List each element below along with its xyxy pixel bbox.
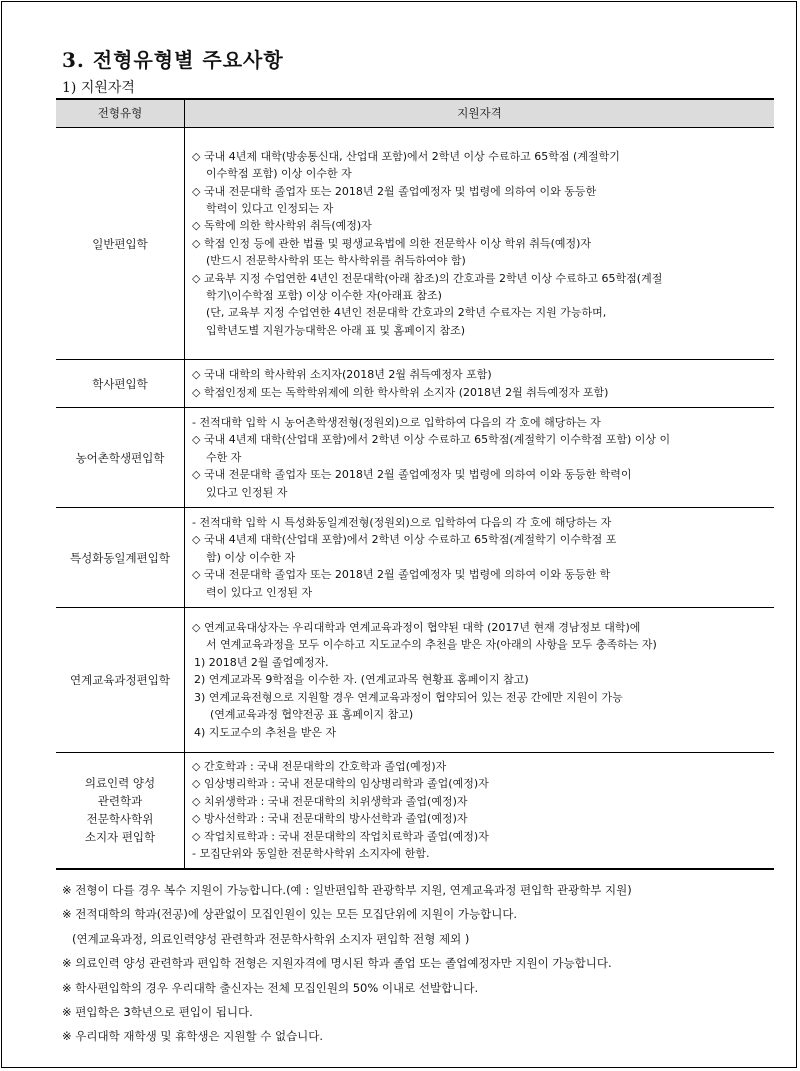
type-label: 농어촌학생편입학 [75, 450, 165, 465]
table-row [56, 608, 774, 753]
item-line: ◇ 작업치료학과 : 국내 전문대학의 작업치료학과 졸업(예정)자 [192, 829, 489, 843]
item-line: 수한 자 [206, 450, 242, 464]
table-row [56, 508, 774, 608]
item-line: - 전적대학 입학 시 농어촌학생전형(정원외)으로 입학하여 다음의 각 호에 해당하는 자 [192, 415, 601, 429]
row-type-medical [56, 753, 185, 869]
section-title: 3. 전형유형별 주요사항 [62, 48, 284, 72]
item-line: ◇ 학점 인정 등에 관한 법률 및 평생교육법에 의한 전문학사 이상 학위 취득(예정)자 [192, 236, 592, 250]
item-line: ◇ 국내 대학의 학사학위 소지자(2018년 2월 취득예정자 포함) [192, 368, 492, 382]
row-type-rural [56, 408, 185, 508]
row-items-medical [185, 753, 775, 869]
item-line: ◇ 간호학과 : 국내 전문대학의 간호학과 졸업(예정)자 [192, 760, 447, 774]
item-line: 학력이 있다고 인정되는 자 [206, 201, 334, 215]
item-line: ◇ 방사선학과 : 국내 전문대학의 방사선학과 졸업(예정)자 [192, 812, 468, 826]
table-row [56, 408, 774, 508]
note-line: (연계교육과정, 의료인력양성 관련학과 전문학사학위 소지자 편입학 전형 제외 ) [72, 931, 470, 946]
header-eligibility: 지원자격 [185, 99, 775, 128]
item-line: ◇ 임상병리학과 : 국내 전문대학의 임상병리학과 졸업(예정)자 [192, 777, 489, 791]
item-line: - 전적대학 입학 시 특성화동일계전형(정원외)으로 입학하여 다음의 각 호에 해당하는 자 [192, 515, 612, 529]
note-line: ※ 의료인력 양성 관련학과 편입학 전형은 지원자격에 명시된 학과 졸업 또는 졸업예정자만 지원이 가능합니다. [62, 956, 612, 971]
note-line: ※ 학사편입학의 경우 우리대학 출신자는 전체 모집인원의 50% 이내로 선발합니다. [62, 980, 479, 995]
item-line: 력이 있다고 인정된 자 [206, 585, 313, 599]
item-line: ◇ 교육부 지정 수업연한 4년인 전문대학(아래 참조)의 간호과를 2학년 이상 수료하고 65학점(계절 [192, 271, 663, 285]
notes [62, 878, 782, 1049]
item-line: ◇ 독학에 의한 학사학위 취득(예정)자 [192, 219, 372, 233]
row-type-specialized [56, 508, 185, 608]
table-row [56, 128, 774, 360]
item-line: ◇ 학점인정제 또는 독학학위제에 의한 학사학위 소지자 (2018년 2월 취득예정자 포함) [192, 385, 609, 399]
table-row [56, 360, 774, 408]
row-items-bachelor [185, 360, 775, 408]
note-line: ※ 전형이 다를 경우 복수 지원이 가능합니다.(예 : 일반편입학 관광학부 지원, 연계교육과정 편입학 관광학부 지원) [62, 883, 632, 897]
item-line: 1) 2018년 2월 졸업예정자. [194, 655, 329, 669]
item-line: 있다고 인정된 자 [206, 485, 288, 499]
row-items-specialized [185, 508, 775, 608]
row-items-general [185, 128, 775, 360]
subsection-title: 1) 지원자격 [62, 80, 135, 96]
type-label: 학사편입학 [92, 376, 148, 391]
header-admission-type: 전형유형 [56, 99, 185, 128]
type-label: 소지자 편입학 [84, 830, 156, 845]
item-line: 학기\이수학점 포함) 이상 이수한 자(아래표 참조) [206, 289, 442, 303]
note-line: ※ 우리대학 재학생 및 휴학생은 지원할 수 없습니다. [62, 1029, 324, 1044]
type-label: 전문학사학위 [86, 812, 154, 827]
note-line: ※ 전적대학의 학과(전공)에 상관없이 모집인원이 있는 모든 모집단위에 지원이 가능합니다. [62, 907, 518, 922]
row-type-general [56, 128, 185, 360]
note-line: ※ 편입학은 3학년으로 편입이 됩니다. [62, 1005, 253, 1020]
item-line: 3) 연계교육전형으로 지원할 경우 연계교육과정이 협약되어 있는 전공 간에만 지원이 가능 [194, 690, 623, 704]
item-line: 함) 이상 이수한 자 [206, 550, 296, 564]
item-line: ◇ 국내 전문대학 졸업자 또는 2018년 2월 졸업예정자 및 법령에 의하여 이와 동등한 학력이 [192, 468, 632, 482]
row-items-rural [185, 408, 775, 508]
type-label: 연계교육과정편입학 [70, 673, 170, 687]
item-line: (반드시 전문학사학위 또는 학사학위를 취득하여야 함) [206, 254, 466, 268]
eligibility-table [56, 98, 774, 870]
item-line: 입학년도별 지원가능대학은 아래 표 및 홈페이지 참조) [206, 323, 466, 337]
item-line: 4) 지도교수의 추천을 받은 자 [194, 725, 337, 739]
row-type-bachelor [56, 360, 185, 408]
item-line: (단, 교육부 지정 수업연한 4년인 전문대학 간호과의 2학년 수료자는 지원 가능하며, [206, 306, 607, 320]
item-line: 2) 연계교과목 9학점을 이수한 자. (연계교과목 현황표 홈페이지 참고) [194, 673, 529, 687]
table-row [56, 753, 774, 869]
type-label: 일반편입학 [92, 236, 148, 251]
item-line: 이수학점 포함) 이상 이수한 자 [206, 167, 352, 181]
type-label: 의료인력 양성 [84, 776, 156, 791]
table-header-row [56, 99, 774, 128]
item-line: ◇ 국내 전문대학 졸업자 또는 2018년 2월 졸업예정자 및 법령에 의하여 이와 동등한 [192, 184, 597, 198]
item-line: ◇ 국내 4년제 대학(방송통신대, 산업대 포함)에서 2학년 이상 수료하고 65학점 (계절학기 [192, 149, 620, 163]
row-type-linked-curriculum [56, 608, 185, 753]
row-items-linked-curriculum [185, 608, 775, 753]
item-line: - 모집단위와 동일한 전문학사학위 소지자에 한함. [192, 847, 430, 861]
item-line: ◇ 국내 전문대학 졸업자 또는 2018년 2월 졸업예정자 및 법령에 의하여 이와 동등한 학 [192, 568, 611, 582]
type-label: 특성화동일계편입학 [70, 550, 170, 565]
item-line: ◇ 국내 4년제 대학(산업대 포함)에서 2학년 이상 수료하고 65학점(계절학기 이수학점 포함) 이상 이 [192, 433, 671, 447]
item-line: ◇ 연계교육대상자는 우리대학과 연계교육과정이 협약된 대학 (2017년 현재 경남정보 대학)에 [192, 621, 641, 635]
item-line: ◇ 치위생학과 : 국내 전문대학의 치위생학과 졸업(예정)자 [192, 794, 468, 808]
type-label: 관련학과 [97, 794, 143, 809]
item-line: 서 연계교육과정을 모두 이수하고 지도교수의 추천을 받은 자(아래의 사항을 모두 충족하는 자) [206, 638, 657, 652]
item-line: ◇ 국내 4년제 대학(산업대 포함)에서 2학년 이상 수료하고 65학점(계절학기 이수학점 포 [192, 533, 617, 547]
item-line: (연계교육과정 협약전공 표 홈페이지 참고) [210, 708, 414, 722]
